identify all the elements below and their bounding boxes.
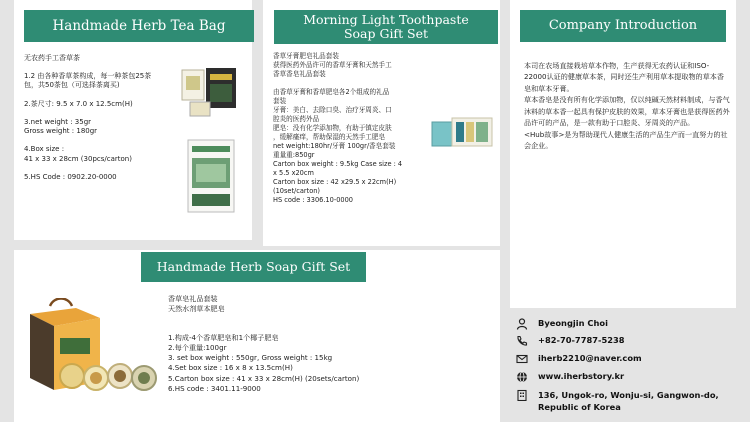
toothpaste-title: Morning Light Toothpaste Soap Gift Set	[274, 10, 498, 44]
toothpaste-set-image	[430, 114, 496, 148]
toothpaste-card	[263, 0, 500, 246]
soap-title: Handmade Herb Soap Gift Set	[141, 252, 366, 282]
soap-details: 香草皂礼品套装 天然水剂草本肥皂 1.构成-4个香草肥皂和1个椰子肥皂 2.每个重量:100gr 3. set box weight : 550gr, Gross weight : 15kg 4.Set box size : 16 x 8 x 13.5cm(H) 5.Carton box size : 41 x 33 x 28cm(H) (20sets/carton) 6.HS code : 3401.11-9000	[168, 294, 360, 393]
email-icon	[516, 353, 528, 365]
tea-box-image	[186, 138, 238, 214]
contact-email: iherb2210@naver.com	[516, 353, 642, 365]
contact-phone: +82-70-7787-5238	[516, 335, 625, 347]
company-card	[510, 0, 736, 308]
company-intro-text: 本司在农场直接栽培草本作物，生产获得无农药认证和ISO-22000认证的健康草本茶，同时还生产利用草本提取物的草本香皂和草本牙膏。 草本香皂是没有所有化学添加物，仅以纯碱天然材料制成，与香气沐料的草本香一起具有保护皮肤的效果，草本牙膏也是获得医药外品许可的产品，是一款有助于口腔炎、牙周炎的产品。 <Hub故事>是为帮助现代人健康生活的产品生产而一直努力的社会企业。	[524, 61, 730, 151]
toothpaste-details: 香草牙膏肥皂礼品套装 获得医药外品许可的香草牙膏和天然手工 香草香皂礼品套装 由香草牙膏和香草肥皂各2个组成的礼品 套装 牙膏：美白、去除口臭、治疗牙周炎、口 腔炎的医药外品 肥皂：没有化学添加物，有助于镇定皮肤 ，缓解瘙痒，帮助保湿的天然手工肥皂 net weight:180hr/牙膏 100gr/香皂套装 重量重:850gr Carton box weight : 9.5kg Case size : 4 x 5.5 x20cm Carton box size : 42 x29.5 x 22cm(H) (10set/carton) HS code : 3306.10-0000	[273, 52, 403, 204]
building-icon	[516, 389, 528, 401]
tea-sachet-image	[180, 66, 242, 118]
contact-name: Byeongjin Choi	[516, 318, 608, 330]
phone-icon	[516, 335, 528, 347]
soap-card	[14, 250, 500, 422]
contact-address: 136, Ungok-ro, Wonju-si, Gangwon-do, Republic of Korea	[516, 389, 719, 413]
tea-card	[14, 0, 252, 240]
contact-website: www.iherbstory.kr	[516, 371, 624, 383]
globe-icon	[516, 371, 528, 383]
tea-title: Handmade Herb Tea Bag	[24, 10, 254, 42]
company-title: Company Introduction	[520, 10, 726, 42]
person-icon	[516, 318, 528, 330]
soap-set-image	[24, 298, 164, 402]
tea-details: 无农药手工香草茶 1.2 由各种香草茶构成，每一种茶包25茶 包，共50茶包（可选择茶离买) 2.茶尺寸: 9.5 x 7.0 x 12.5cm(H) 3.net weight : 35gr Gross weight : 180gr 4.Box size : 41 x 33 x 28cm (30pcs/carton) 5.HS Code : 0902.20-0000	[24, 54, 152, 181]
